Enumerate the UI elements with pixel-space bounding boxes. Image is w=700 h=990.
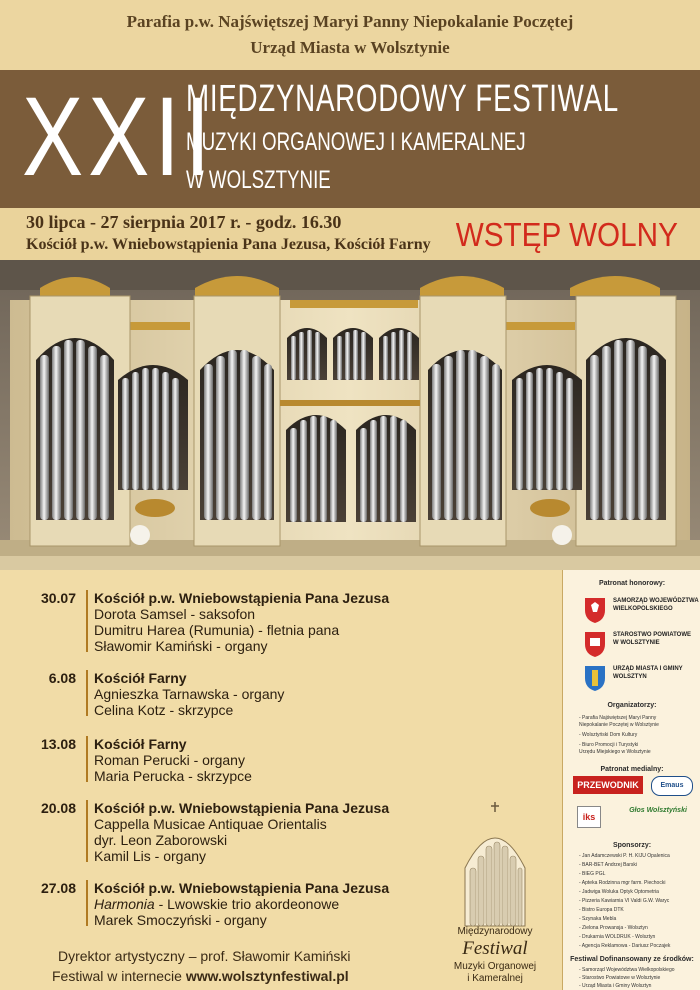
organizer-line: - Parafia Najświętszej Maryi Panny: [579, 715, 657, 721]
event-performer: Maria Perucka - skrzypce: [94, 768, 252, 784]
media-patronage-title: Patronat medialny:: [600, 766, 664, 773]
patron-name-line: W WOLSZTYNIE: [613, 639, 660, 646]
event-venue: Kościół Farny: [94, 670, 187, 686]
patron-name-line: URZĄD MIASTA I GMINY: [613, 666, 683, 672]
event-item: [0, 670, 562, 720]
media-logo-przewodnik: PRZEWODNIK: [573, 776, 643, 794]
edition-number: XXII: [22, 74, 216, 199]
patron-name-line: SAMORZĄD WOJEWÓDZTWA: [613, 598, 699, 604]
sponsor-line: - Pizzeria Kawiarnia VI Valdi G.W. Waryc: [579, 898, 670, 904]
title-line-2: MUZYKI ORGANOWEJ I KAMERALNEJ: [186, 128, 526, 156]
funding-line: - Urząd Miasta i Gminy Wolsztyn: [579, 983, 652, 989]
sponsor-line: - Agencja Reklamowa - Dariusz Poczajek: [579, 943, 671, 949]
ensemble-description: - Lwowskie trio akordeonowe: [154, 896, 340, 912]
event-date: 13.08: [40, 736, 76, 752]
funding-line: - Samorząd Województwa Wielkopolskiego: [579, 967, 675, 973]
event-date: 6.08: [48, 670, 76, 686]
event-item: [0, 590, 562, 656]
title-band: [0, 70, 700, 208]
festival-dates: 30 lipca - 27 sierpnia 2017 r. - godz. 16.30: [26, 212, 342, 232]
sponsor-line: - Drukarnia WOLDRUK - Wolsztyn: [579, 934, 656, 940]
media-logo-emaus: Emaus: [651, 776, 693, 796]
media-logo-glos: Głos Wolsztyński: [629, 807, 687, 814]
coat-of-arms-icon: [583, 596, 607, 624]
sponsor-line: - Bistro Europa DTK: [579, 907, 624, 913]
event-date: 30.07: [40, 590, 76, 606]
sponsor-line: - BAR-BET Andrzej Barski: [579, 862, 637, 868]
organ-photo: [0, 260, 700, 570]
patron-name: [613, 598, 699, 613]
patron-name: [613, 666, 683, 681]
free-entry-label: WSTĘP WOLNY: [455, 216, 678, 253]
organizers-title: Organizatorzy:: [607, 702, 657, 709]
event-item: [0, 736, 562, 786]
festival-logo: [440, 798, 550, 988]
event-divider: [86, 880, 88, 926]
event-divider: [86, 736, 88, 782]
logo-line-1: Międzynarodowy: [457, 926, 533, 937]
coat-of-arms-icon: [583, 630, 607, 658]
sponsor-line: - Jadwiga Woluka Optyk Optometria: [579, 889, 659, 895]
honor-patronage-title: Patronat honorowy:: [598, 580, 666, 587]
media-logo-iks: iks: [577, 806, 601, 828]
logo-line-3: Muzyki Organowej: [453, 961, 537, 972]
sponsor-line: - Zielona Prowansja - Wolsztyn: [579, 925, 648, 931]
event-venue: Kościół Farny: [94, 736, 187, 752]
patron-name-line: WIELKOPOLSKIEGO: [613, 605, 673, 612]
patron-name-line: STAROSTWO POWIATOWE: [613, 632, 691, 638]
festival-venues: Kościół p.w. Wniebowstąpienia Pana Jezusa, Kościół Farny: [26, 236, 431, 253]
event-venue: Kościół p.w. Wniebowstąpienia Pana Jezusa: [94, 590, 390, 606]
website-label: Festiwal w internecie: [52, 968, 186, 984]
patron-name: [613, 632, 691, 647]
event-performer: Marek Smoczyński - organy: [94, 912, 267, 928]
event-divider: [86, 800, 88, 862]
event-performer: [94, 896, 389, 912]
logo-line-4: i Kameralnej: [467, 973, 523, 984]
artistic-director: Dyrektor artystyczny – prof. Sławomir Kamiński: [58, 948, 351, 964]
organ-illustration: [0, 260, 700, 570]
sponsor-sidebar: [562, 570, 700, 990]
event-performer: Agnieszka Tarnawska - organy: [94, 686, 285, 702]
event-divider: [86, 670, 88, 716]
sponsors-title: Sponsorzy:: [612, 842, 652, 849]
parish-name: Parafia p.w. Najświętszej Maryi Panny Niepokalanie Poczętej: [126, 12, 574, 31]
coat-of-arms-icon: [583, 664, 607, 692]
sponsor-line: - Szynaka Mebla: [579, 916, 617, 922]
event-performer: dyr. Leon Zaborowski: [94, 832, 228, 848]
event-date: 27.08: [40, 880, 76, 896]
ensemble-name: Harmonia: [94, 896, 155, 912]
website-url[interactable]: www.wolsztynfestiwal.pl: [185, 968, 349, 984]
city-office-name: Urząd Miasta w Wolsztynie: [250, 38, 450, 57]
event-divider: [86, 590, 88, 652]
event-venue: Kościół p.w. Wniebowstąpienia Pana Jezusa: [94, 800, 390, 816]
sponsor-line: - BIEG PGL: [579, 871, 606, 877]
event-venue: Kościół p.w. Wniebowstąpienia Pana Jezusa: [94, 880, 390, 896]
header: [0, 0, 700, 70]
funding-line: - Starostwo Powiatowe w Wolsztynie: [579, 975, 661, 981]
event-performer: Kamil Lis - organy: [94, 848, 207, 864]
organizer-line: - Wolsztyński Dom Kultury: [579, 732, 638, 738]
organ-logo-icon: [440, 798, 550, 928]
event-performer: Roman Perucki - organy: [94, 752, 245, 768]
event-performer: Cappella Musicae Antiquae Orientalis: [94, 816, 327, 832]
organizer-line: - Biuro Promocji i Turystyki: [579, 742, 639, 748]
sponsor-line: - Apteka Rodzinna mgr farm. Piechocki: [579, 880, 666, 886]
organizer-line: Niepokalanie Poczętej w Wolsztynie: [579, 722, 659, 728]
event-date: 20.08: [40, 800, 76, 816]
date-strip: [0, 208, 700, 260]
sponsor-line: - Jan Adamczewski P. H. KIJU Opalenica: [579, 853, 670, 859]
website-line: [52, 968, 349, 984]
logo-line-2: Festiwal: [462, 938, 528, 959]
organizer-line: Urzędu Miejskiego w Wolsztynie: [579, 749, 651, 755]
event-performer: Sławomir Kamiński - organy: [94, 638, 268, 654]
program-section: [0, 570, 562, 990]
event-performer: Celina Kotz - skrzypce: [94, 702, 234, 718]
event-performer: Dorota Samsel - saksofon: [94, 606, 256, 622]
title-line-1: MIĘDZYNARODOWY FESTIWAL: [186, 78, 619, 120]
event-performer: Dumitru Harea (Rumunia) - fletnia pana: [94, 622, 340, 638]
patron-name-line: WOLSZTYN: [613, 673, 647, 680]
title-line-3: W WOLSZTYNIE: [186, 166, 331, 194]
funding-title: Festiwal Dofinansowany ze środków:: [570, 956, 694, 963]
